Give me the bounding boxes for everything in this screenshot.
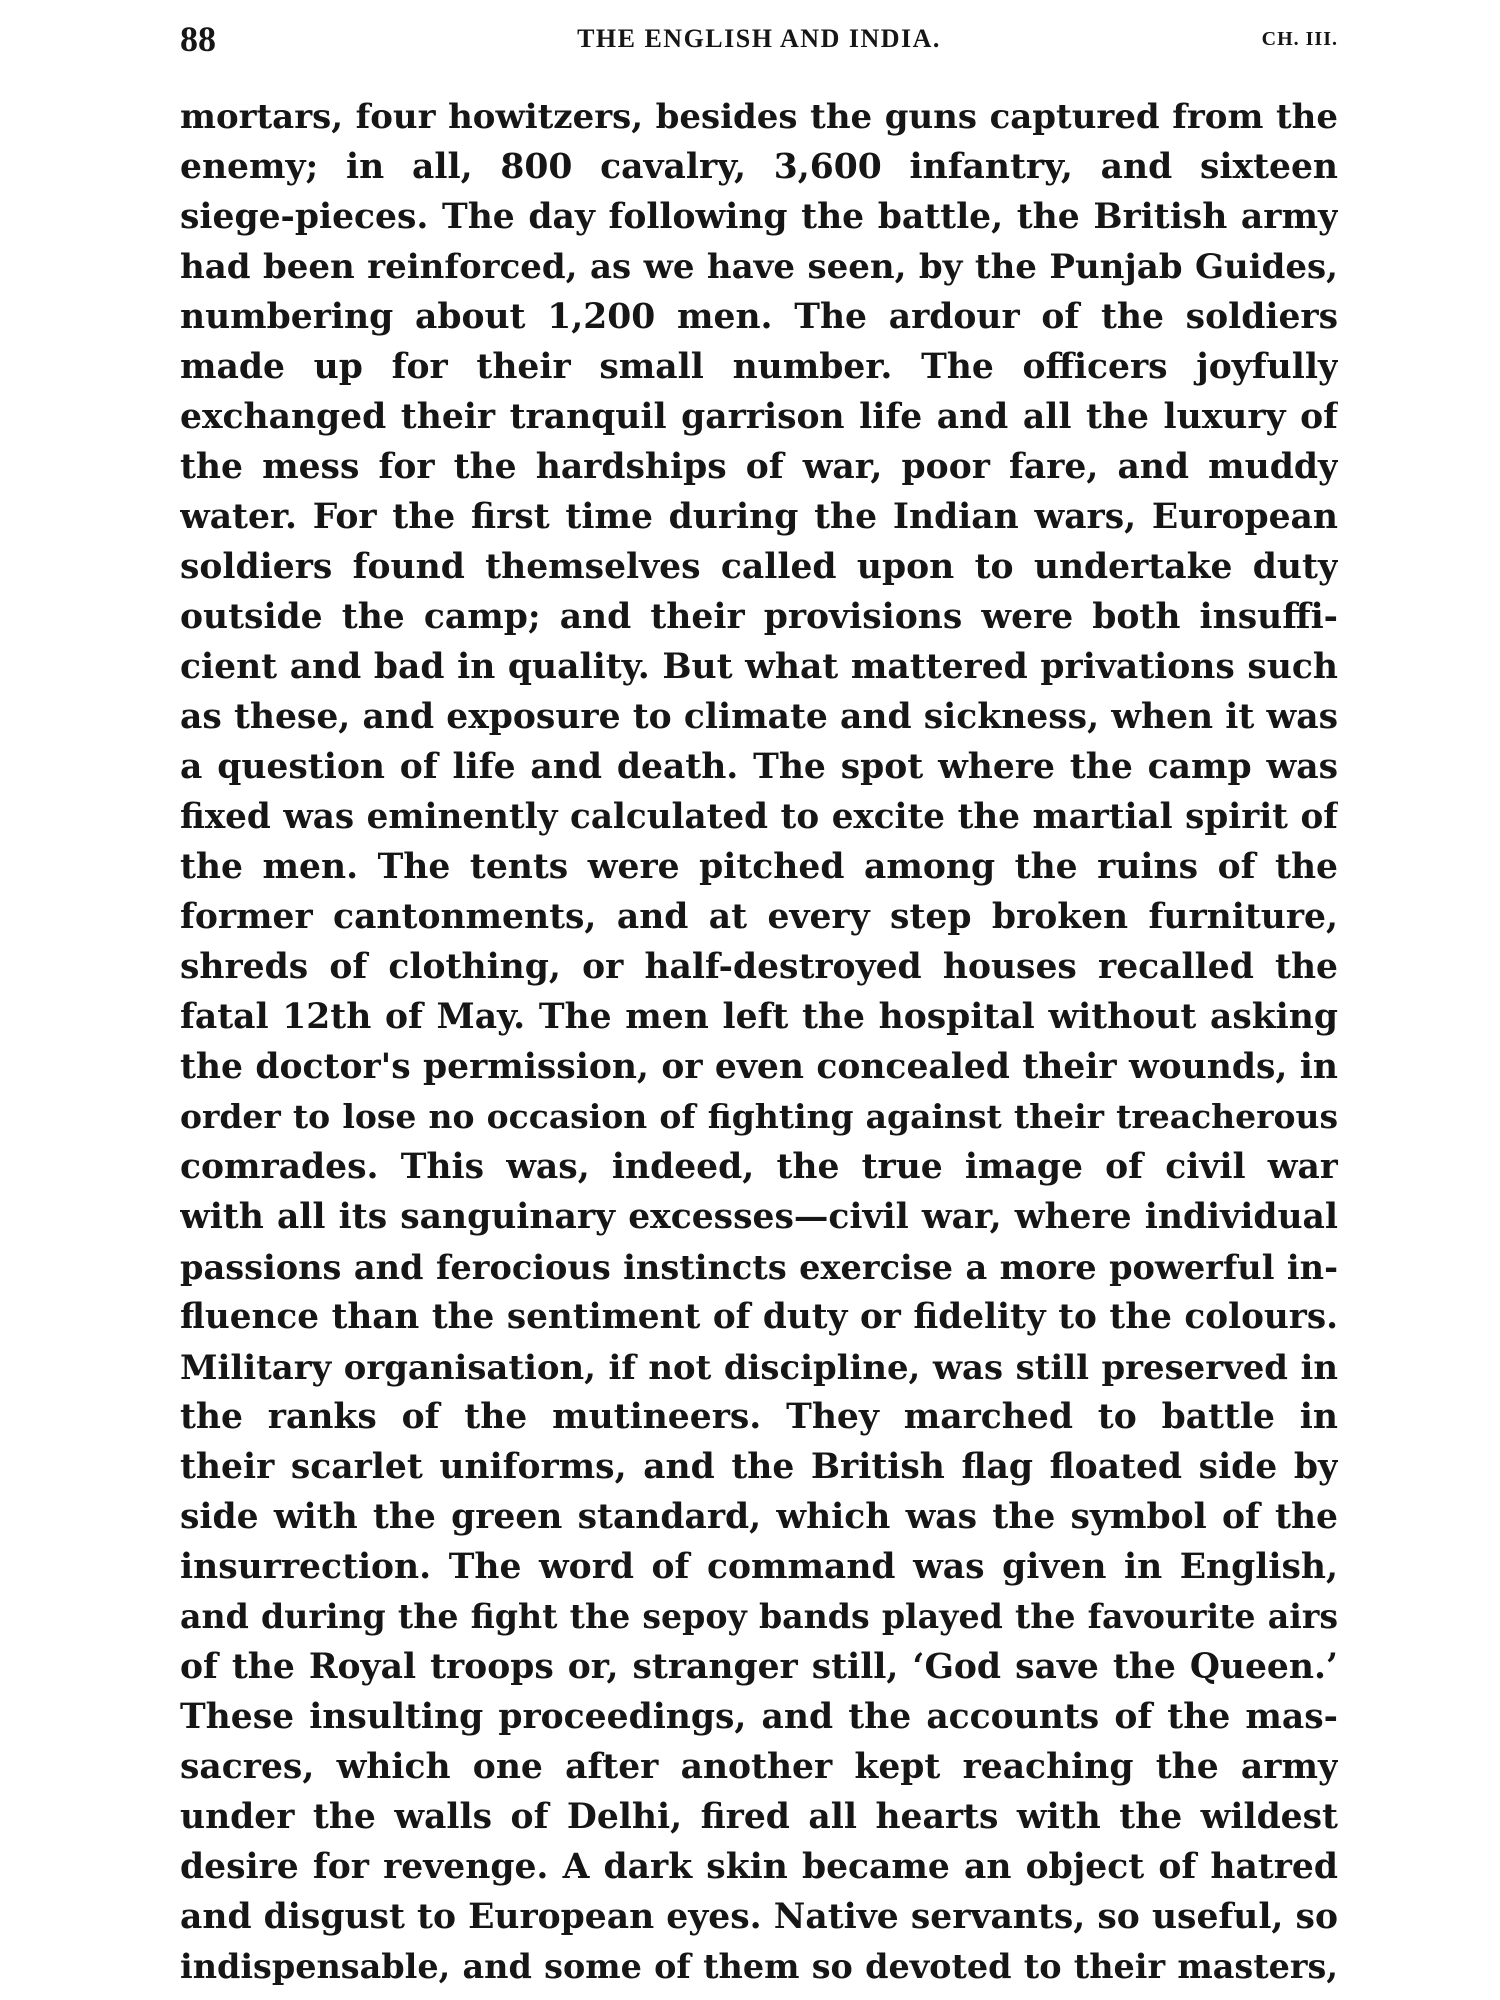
text-line: outside the camp; and their provisions were both insuffi-	[180, 597, 1338, 637]
text-line: side with the green standard, which was the symbol of the	[180, 1497, 1338, 1537]
text-line: cient and bad in quality. But what mattered privations such	[180, 647, 1338, 687]
text-line: mortars, four howitzers, besides the guns captured from the	[180, 97, 1338, 137]
text-line: shreds of clothing, or half-destroyed houses recalled the	[180, 947, 1338, 987]
text-line: and disgust to European eyes. Native servants, so useful, so	[180, 1897, 1338, 1937]
text-line: had been reinforced, as we have seen, by the Punjab Guides,	[180, 247, 1338, 287]
chapter-reference: CH. III.	[1261, 28, 1338, 50]
running-title: THE ENGLISH AND INDIA.	[577, 24, 941, 53]
text-line: with all its sanguinary excesses—civil war, where individual	[180, 1197, 1338, 1237]
text-line: passions and ferocious instincts exercise a more powerful in-	[180, 1247, 1338, 1287]
body-text	[180, 92, 1338, 1992]
text-line: and during the fight the sepoy bands played the favourite airs	[180, 1597, 1338, 1636]
text-line: enemy; in all, 800 cavalry, 3,600 infantry, and sixteen	[180, 147, 1338, 187]
text-line: sacres, which one after another kept reaching the army	[180, 1747, 1338, 1787]
text-line: desire for revenge. A dark skin became an object of hatred	[180, 1847, 1338, 1887]
text-line: These insulting proceedings, and the accounts of the mas-	[180, 1697, 1338, 1737]
text-line: fixed was eminently calculated to excite the martial spirit of	[180, 797, 1338, 837]
text-line: indispensable, and some of them so devoted to their masters,	[180, 1947, 1338, 1986]
text-line: the men. The tents were pitched among the ruins of the	[180, 847, 1338, 887]
text-line: numbering about 1,200 men. The ardour of the soldiers	[180, 297, 1338, 337]
text-line: the doctor's permission, or even concealed their wounds, in	[180, 1047, 1338, 1087]
text-line: their scarlet uniforms, and the British flag floated side by	[180, 1447, 1338, 1487]
text-line: former cantonments, and at every step broken furniture,	[180, 897, 1338, 937]
text-line: Military organisation, if not discipline, was still preserved in	[180, 1347, 1338, 1387]
text-line: insurrection. The word of command was given in English,	[180, 1547, 1338, 1587]
text-line: fatal 12th of May. The men left the hospital without asking	[180, 997, 1338, 1037]
text-line: soldiers found themselves called upon to undertake duty	[180, 547, 1338, 587]
text-line: comrades. This was, indeed, the true image of civil war	[180, 1147, 1338, 1187]
text-line: as these, and exposure to climate and sickness, when it was	[180, 697, 1338, 737]
text-line: water. For the first time during the Indian wars, European	[180, 497, 1338, 537]
text-line: the ranks of the mutineers. They marched to battle in	[180, 1397, 1338, 1437]
text-line: of the Royal troops or, stranger still, ‘God save the Queen.’	[180, 1647, 1338, 1687]
text-line: the mess for the hardships of war, poor fare, and muddy	[180, 447, 1338, 487]
text-line: fluence than the sentiment of duty or fidelity to the colours.	[180, 1297, 1338, 1337]
text-line: exchanged their tranquil garrison life and all the luxury of	[180, 397, 1338, 437]
page-header	[180, 18, 1338, 68]
text-line: siege-pieces. The day following the battle, the British army	[180, 197, 1338, 237]
text-line: under the walls of Delhi, fired all hearts with the wildest	[180, 1797, 1338, 1837]
page-number: 88	[180, 19, 216, 59]
text-line: order to lose no occasion of fighting against their treacherous	[180, 1097, 1338, 1136]
text-line: a question of life and death. The spot where the camp was	[180, 747, 1338, 787]
text-line: made up for their small number. The officers joyfully	[180, 347, 1338, 387]
